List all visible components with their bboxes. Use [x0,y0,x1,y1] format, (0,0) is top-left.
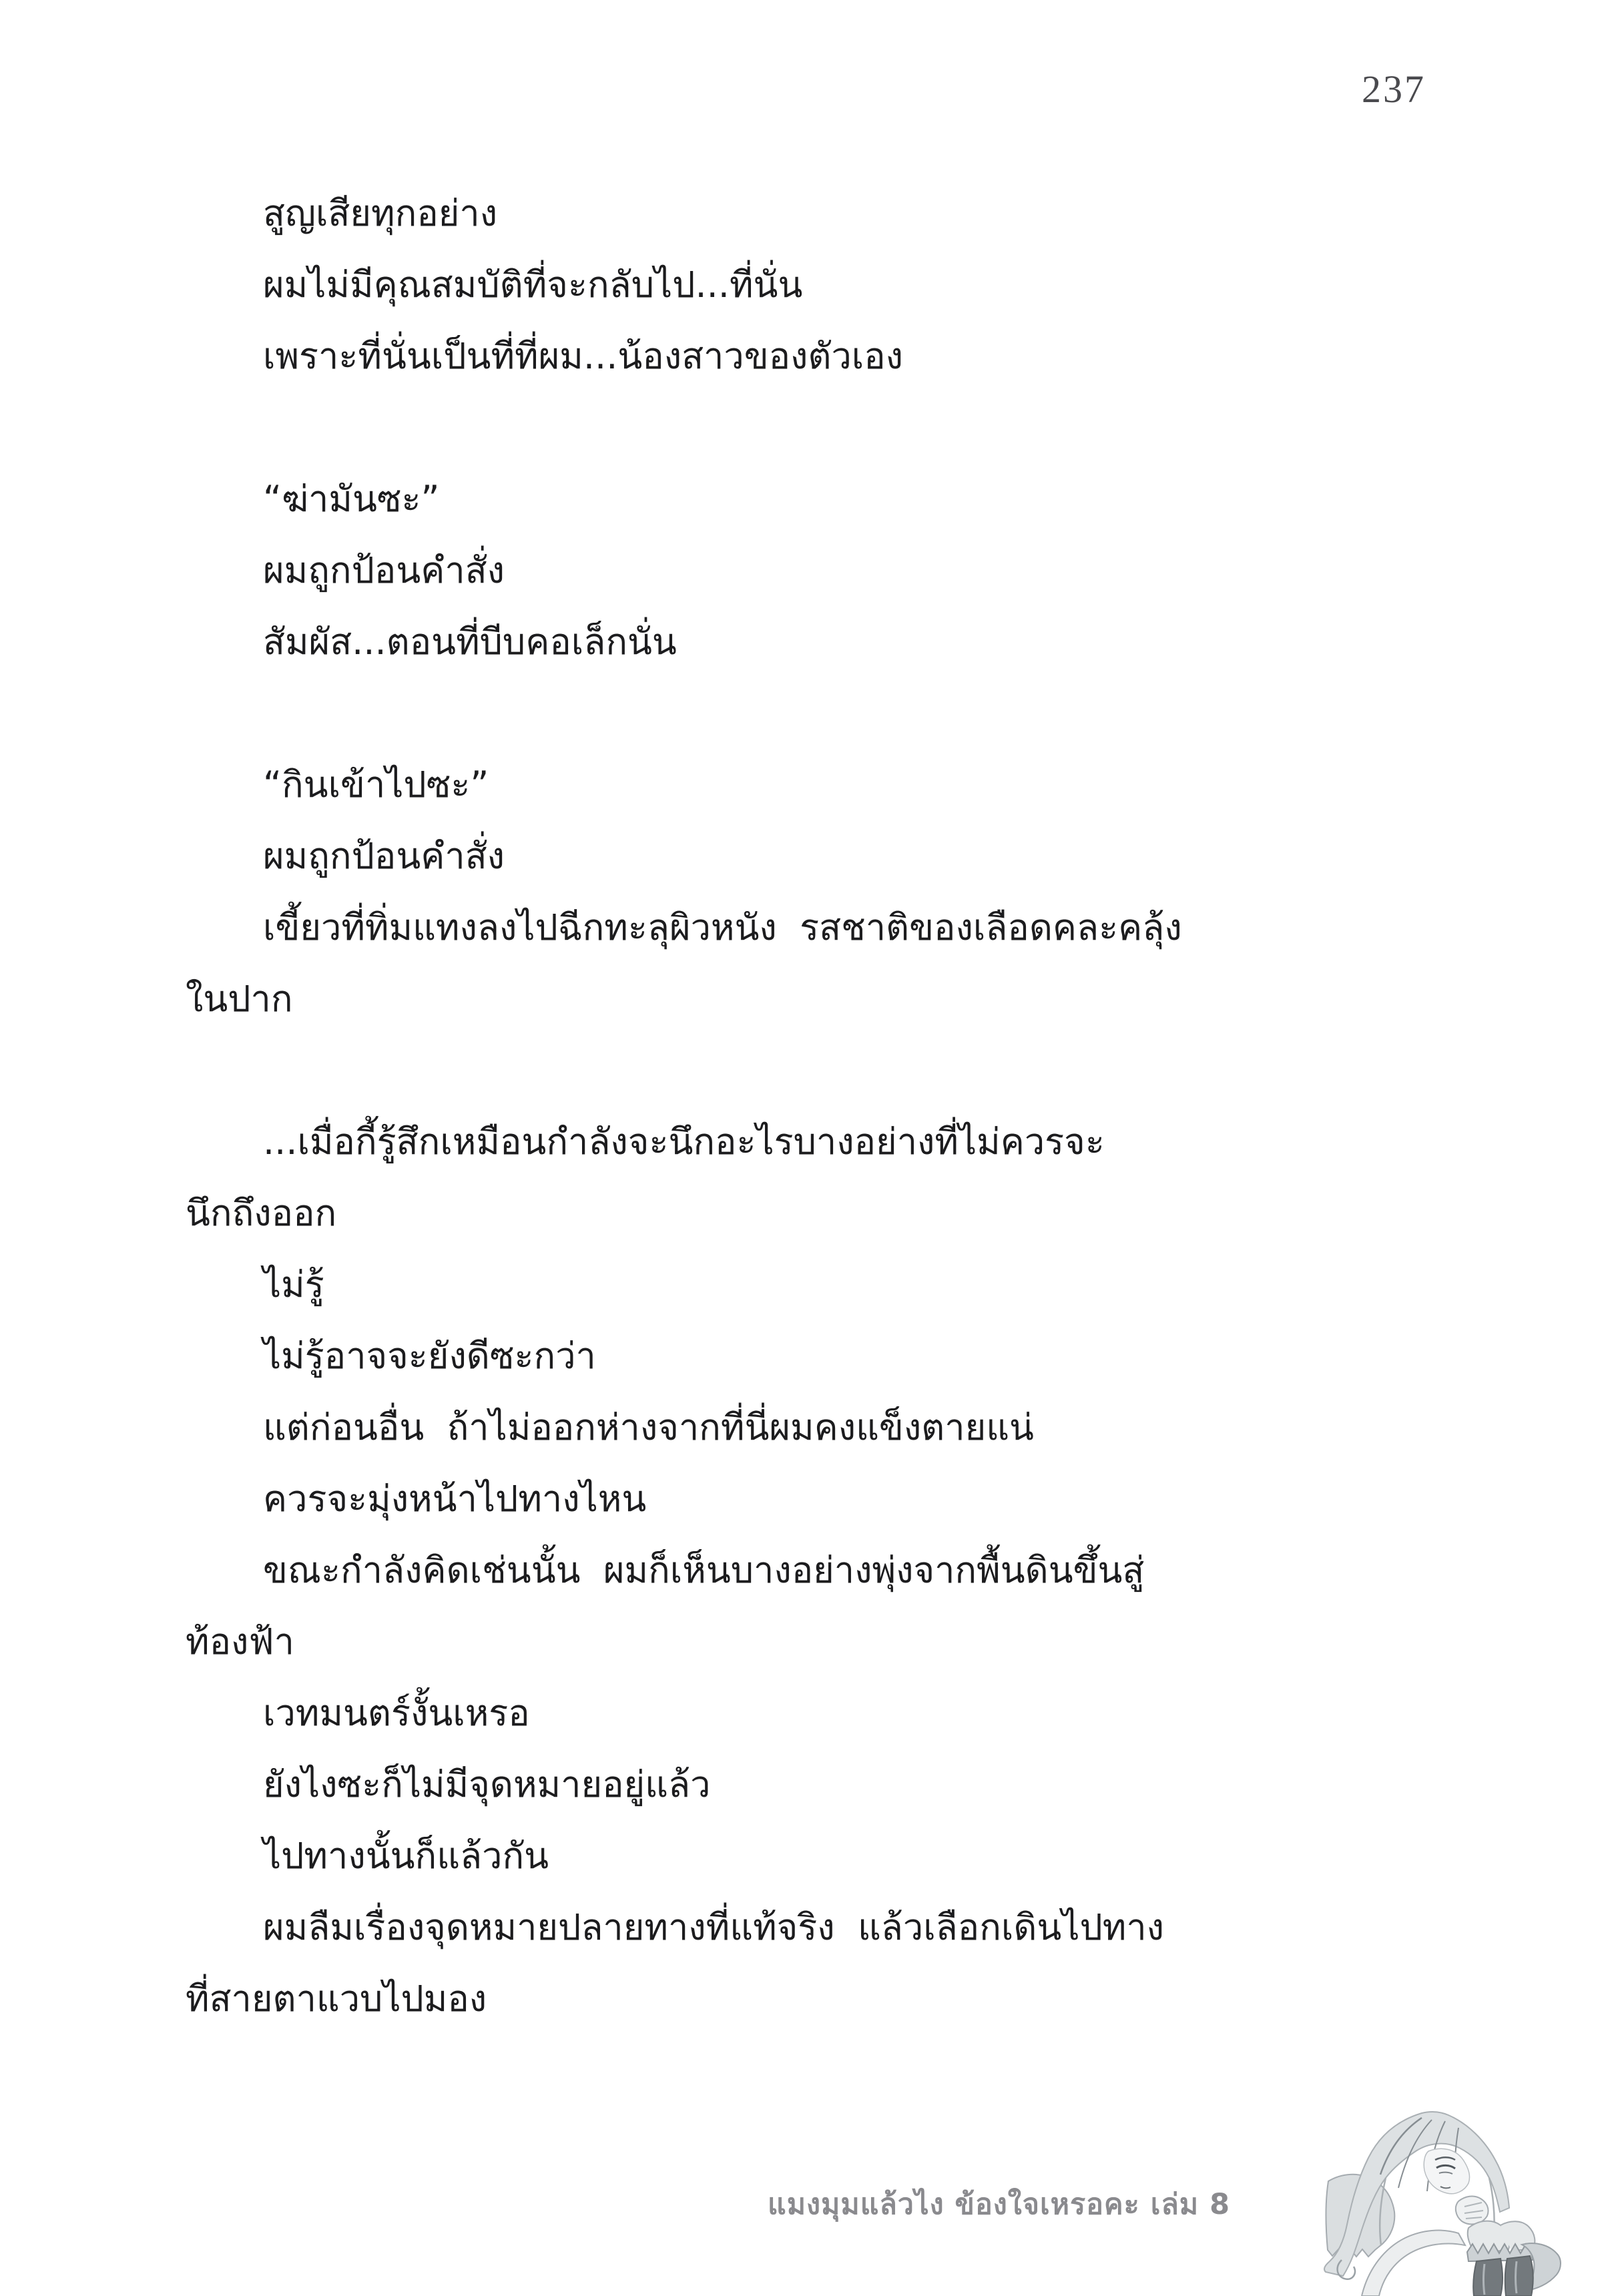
text-line: ไม่รู้อาจจะยังดีซะกว่า [263,1335,596,1377]
girl-sketch-illustration [1322,2101,1562,2296]
text-line: ไปทางนั้นก็แล้วกัน [263,1835,549,1877]
text-line: ...เมื่อกี้รู้สึกเหมือนกำลังจะนึกอะไรบางอย่างที่ไม่ควรจะ [263,1121,1105,1163]
text-line: เพราะที่นั่นเป็นที่ที่ผม...น้องสาวของตัวเอง [263,335,904,377]
text-line: สัมผัส...ตอนที่บีบคอเล็กนั่น [263,621,677,663]
text-line: ผมลืมเรื่องจุดหมายปลายทางที่แท้จริง แล้วเลือกเดินไปทาง [263,1906,1165,1948]
footer-series-title: แมงมุมแล้วไง ข้องใจเหรอคะ เล่ม 8 [768,2188,1231,2221]
text-line: ไม่รู้ [263,1263,324,1306]
body-text [186,178,1450,2034]
paragraph-block [186,749,1450,1035]
paragraph-block [186,1106,1450,2034]
page-number: 237 [1362,67,1426,111]
text-line: เวทมนตร์งั้นเหรอ [263,1692,530,1734]
text-line: ยังไงซะก็ไม่มีจุดหมายอยู่แล้ว [263,1763,711,1805]
text-line: “ฆ่ามันซะ” [263,478,440,520]
text-line: สูญเสียทุกอย่าง [263,192,498,234]
text-line: ผมถูกป้อนคำสั่ง [263,549,505,591]
text-line: ที่สายตาแวบไปมอง [186,1978,487,2020]
text-line: ผมถูกป้อนคำสั่ง [263,835,505,877]
text-line: ควรจะมุ่งหน้าไปทางไหน [263,1478,647,1520]
text-line: ผมไม่มีคุณสมบัติที่จะกลับไป...ที่นั่น [263,264,803,306]
paragraph-block [186,178,1450,392]
text-line: ท้องฟ้า [186,1621,294,1663]
text-line: ขณะกำลังคิดเช่นนั้น ผมก็เห็นบางอย่างพุ่งจากพื้นดินขึ้นสู่ [263,1549,1145,1591]
text-line: “กินเข้าไปซะ” [263,764,489,806]
text-line: นึกถึงออก [186,1192,337,1234]
paragraph-block [186,463,1450,677]
text-line: เขี้ยวที่ทิ่มแทงลงไปฉีกทะลุผิวหนัง รสชาติของเลือดคละคลุ้ง [263,906,1182,948]
text-line: แต่ก่อนอื่น ถ้าไม่ออกห่างจากที่นี่ผมคงแข็งตายแน่ [263,1406,1034,1448]
text-line: ในปาก [186,978,293,1020]
